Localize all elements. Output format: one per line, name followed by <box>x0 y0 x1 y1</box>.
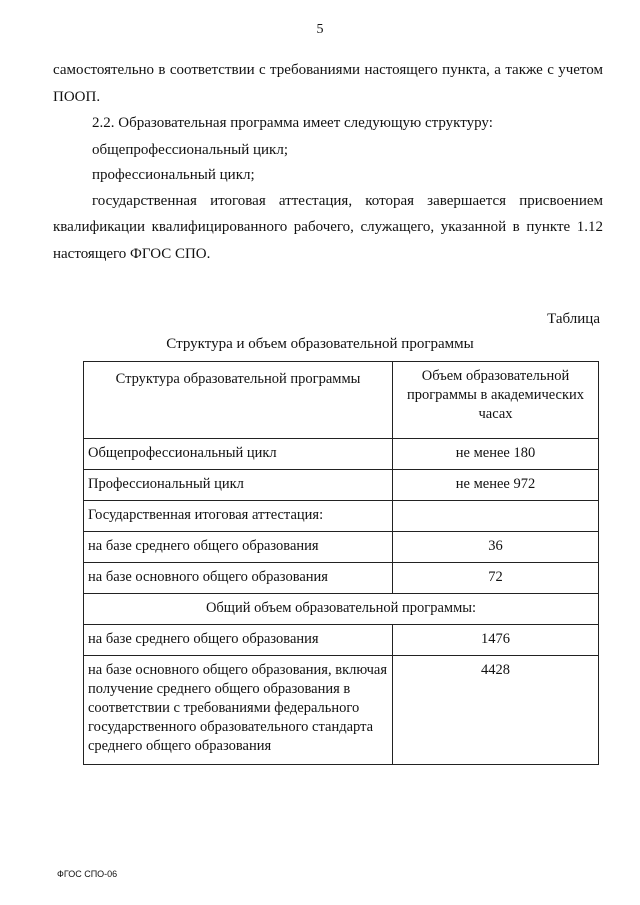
row-value <box>393 501 599 532</box>
row-value: не менее 972 <box>393 470 599 501</box>
table-row <box>84 532 599 563</box>
table-row <box>84 625 599 656</box>
row-value: не менее 180 <box>393 439 599 470</box>
row-label: Общепрофессиональный цикл <box>84 439 393 470</box>
row-value: 72 <box>393 563 599 594</box>
header-structure: Структура образовательной программы <box>84 362 393 439</box>
header-volume: Объем образовательной программы в академических часах <box>393 362 599 439</box>
row-label: Государственная итоговая аттестация: <box>84 501 393 532</box>
row-label: на базе основного общего образования, включая получение среднего общего образования в соответствии с требованиями федерального государственного образовательного стандарта среднего общего образования <box>84 656 393 765</box>
table-title: Структура и объем образовательной программы <box>166 336 474 352</box>
paragraph-5-line-3: настоящего ФГОС СПО. <box>53 246 211 262</box>
paragraph-5-line-1: государственная итоговая аттестация, которая завершается присвоением <box>92 193 603 209</box>
row-label: на базе среднего общего образования <box>84 532 393 563</box>
paragraph-2: 2.2. Образовательная программа имеет следующую структуру: <box>92 115 493 131</box>
table-row <box>84 656 599 765</box>
paragraph-4: профессиональный цикл; <box>92 167 255 183</box>
footer-doc-code: ФГОС СПО-06 <box>57 869 118 879</box>
row-label: на базе среднего общего образования <box>84 625 393 656</box>
row-label: на базе основного общего образования <box>84 563 393 594</box>
paragraph-1-line-1: самостоятельно в соответствии с требованиями настоящего пункта, а также с учетом <box>53 62 603 78</box>
page-number: 5 <box>316 22 324 37</box>
table-row <box>84 501 599 532</box>
table-label: Таблица <box>547 311 600 327</box>
paragraph-3: общепрофессиональный цикл; <box>92 142 288 158</box>
row-value: 1476 <box>393 625 599 656</box>
total-header: Общий объем образовательной программы: <box>84 594 599 625</box>
row-label: Профессиональный цикл <box>84 470 393 501</box>
paragraph-1-line-2: ПООП. <box>53 89 101 105</box>
table-header-row <box>84 362 599 439</box>
structure-table <box>83 361 599 765</box>
table-row <box>84 563 599 594</box>
row-value: 4428 <box>393 656 599 765</box>
row-value: 36 <box>393 532 599 563</box>
table-total-header-row <box>84 594 599 625</box>
table-row <box>84 470 599 501</box>
table-row <box>84 439 599 470</box>
paragraph-5-line-2: квалификации квалифицированного рабочего, служащего, указанной в пункте 1.12 <box>53 219 603 235</box>
